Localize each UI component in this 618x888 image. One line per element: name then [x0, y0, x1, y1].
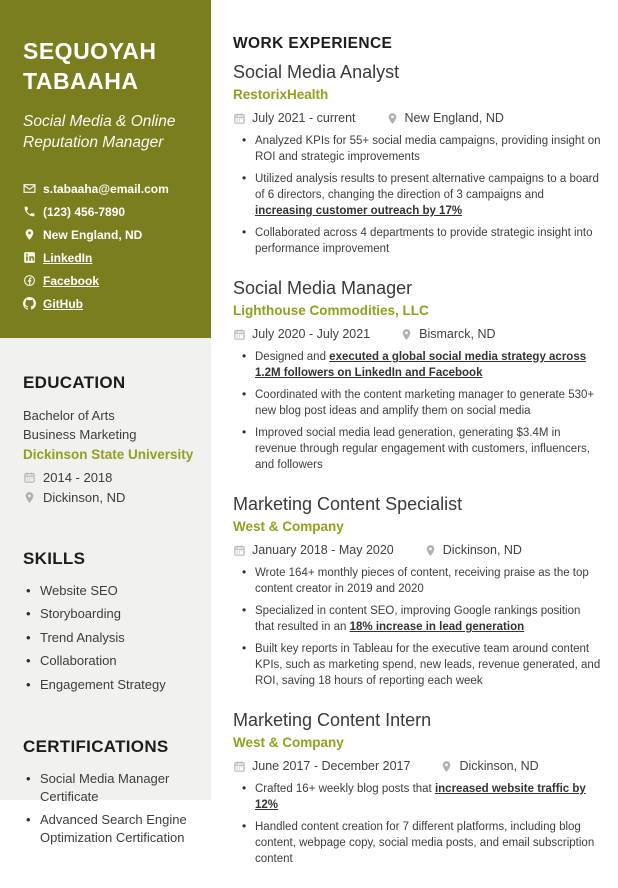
contact-location	[23, 228, 195, 242]
facebook-icon	[23, 274, 36, 287]
job-dates-label: July 2021 - current	[252, 111, 356, 125]
sidebar	[0, 0, 211, 845]
company-name: Lighthouse Commodities, LLC	[233, 303, 429, 318]
job-location-label: Dickinson, ND	[442, 543, 522, 557]
contact-phone-label: (123) 456-7890	[43, 204, 126, 219]
job-entry	[233, 710, 601, 867]
education-dates-row	[23, 470, 195, 485]
certifications-list	[23, 770, 195, 846]
contact-phone	[23, 205, 195, 219]
certification-item: • Advanced Search Engine Optimization Certification	[23, 811, 195, 846]
skill-item: • Collaboration	[23, 652, 195, 670]
skill-item: • Engagement Strategy	[23, 676, 195, 694]
skill-item: • Website SEO	[23, 582, 195, 600]
work-experience-heading: WORK EXPERIENCE	[233, 35, 393, 52]
education-location-row	[23, 490, 195, 505]
github-icon	[23, 297, 36, 310]
education-degree: Bachelor of Arts	[23, 407, 115, 423]
job-meta-row	[233, 111, 601, 125]
job-location-label: Bismarck, ND	[419, 327, 496, 341]
contact-location-label: New England, ND	[43, 227, 143, 242]
location-pin-icon	[386, 112, 399, 125]
phone-icon	[23, 205, 36, 218]
job-location-label: Dickinson, ND	[459, 759, 539, 773]
education-major: Business Marketing	[23, 427, 137, 443]
job-entry	[233, 62, 601, 257]
job-dates	[233, 543, 394, 557]
calendar-icon	[233, 760, 246, 773]
education-school: Dickinson State University	[23, 446, 194, 462]
job-bullets	[233, 781, 601, 867]
location-pin-icon	[23, 491, 36, 504]
contact-email	[23, 182, 195, 196]
location-pin-icon	[424, 544, 437, 557]
skill-item: • Trend Analysis	[23, 629, 195, 647]
github-link[interactable]: GitHub	[43, 296, 83, 311]
education-section	[23, 373, 195, 505]
certifications-section	[23, 737, 195, 846]
calendar-icon	[233, 544, 246, 557]
skills-list	[23, 582, 195, 694]
sidebar-header	[0, 0, 211, 338]
job-dates	[233, 111, 356, 125]
job-dates-label: June 2017 - December 2017	[252, 759, 411, 773]
sidebar-body	[0, 338, 211, 847]
job-bullets	[233, 133, 601, 257]
job-meta-row	[233, 759, 601, 773]
contact-github	[23, 297, 195, 311]
skills-section	[23, 549, 195, 694]
person-job-title: Social Media & Online Reputation Manager	[23, 112, 176, 151]
job-title: Social Media Manager	[233, 278, 413, 298]
contact-list	[23, 182, 195, 311]
bullet-item: • Designed and executed a global social media strategy across 1.2M followers on LinkedIn and Facebook	[233, 349, 601, 381]
job-dates-label: January 2018 - May 2020	[252, 543, 394, 557]
bullet-item: • Collaborated across 4 departments to provide strategic insight into performance improvement	[233, 225, 601, 257]
bullet-item: • Analyzed KPIs for 55+ social media campaigns, providing insight on ROI and strategic improvements	[233, 133, 601, 165]
job-entry	[233, 278, 601, 473]
job-bullets	[233, 349, 601, 473]
job-bullets	[233, 565, 601, 689]
job-meta-row	[233, 327, 601, 341]
education-heading: EDUCATION	[23, 372, 126, 392]
calendar-icon	[23, 471, 36, 484]
skill-item: • Storyboarding	[23, 605, 195, 623]
certification-item: • Social Media Manager Certificate	[23, 770, 195, 805]
education-location: Dickinson, ND	[43, 489, 126, 505]
job-title: Social Media Analyst	[233, 62, 400, 82]
work-experience-column	[233, 0, 601, 888]
job-location	[440, 759, 538, 773]
company-name: West & Company	[233, 519, 344, 534]
contact-linkedin	[23, 251, 195, 265]
company-name: RestorixHealth	[233, 87, 329, 102]
location-pin-icon	[440, 760, 453, 773]
bullet-item: • Handled content creation for 7 different platforms, including blog content, webpage copy, social media posts, and email subscription content	[233, 819, 601, 867]
linkedin-icon	[23, 251, 36, 264]
bullet-item: • Specialized in content SEO, improving Google rankings position that resulted in an 18% increase in lead generation	[233, 603, 601, 635]
skills-heading: SKILLS	[23, 548, 86, 568]
bullet-item: • Wrote 164+ monthly pieces of content, receiving praise as the top content creator in 2019 and 2020	[233, 565, 601, 597]
job-title: Marketing Content Specialist	[233, 494, 463, 514]
job-location	[386, 111, 504, 125]
education-dates: 2014 - 2018	[43, 469, 113, 485]
job-dates-label: July 2020 - July 2021	[252, 327, 371, 341]
person-name: SEQUOYAH TABAAHA	[23, 38, 157, 94]
job-dates	[233, 759, 410, 773]
job-meta-row	[233, 543, 601, 557]
job-title: Marketing Content Intern	[233, 710, 432, 730]
linkedin-link[interactable]: LinkedIn	[43, 250, 93, 265]
job-location	[400, 327, 495, 341]
certifications-heading: CERTIFICATIONS	[23, 737, 169, 757]
location-pin-icon	[23, 228, 36, 241]
contact-facebook	[23, 274, 195, 288]
contact-email-label: s.tabaaha@email.com	[43, 181, 169, 196]
bullet-item: • Improved social media lead generation, generating $3.4M in revenue through regular engagement with customers, influencers, and followers	[233, 425, 601, 473]
calendar-icon	[233, 112, 246, 125]
envelope-icon	[23, 182, 36, 195]
facebook-link[interactable]: Facebook	[43, 273, 100, 288]
bullet-item: • Crafted 16+ weekly blog posts that increased website traffic by 12%	[233, 781, 601, 813]
bullet-item: • Utilized analysis results to present alternative campaigns to a board of 6 directors, changing the direction of 3 campaigns and increasing customer outreach by 17%	[233, 171, 601, 219]
bullet-item: • Built key reports in Tableau for the executive team around content KPIs, such as marketing spend, new leads, revenue generated, and ROI, saving 18 hours of reporting each week	[233, 641, 601, 689]
location-pin-icon	[400, 328, 413, 341]
company-name: West & Company	[233, 735, 344, 750]
job-location-label: New England, ND	[404, 111, 504, 125]
job-dates	[233, 327, 370, 341]
calendar-icon	[233, 328, 246, 341]
job-entry	[233, 494, 601, 689]
job-location	[424, 543, 522, 557]
bullet-item: • Coordinated with the content marketing manager to generate 530+ new blog post ideas and amplify them on social media	[233, 387, 601, 419]
